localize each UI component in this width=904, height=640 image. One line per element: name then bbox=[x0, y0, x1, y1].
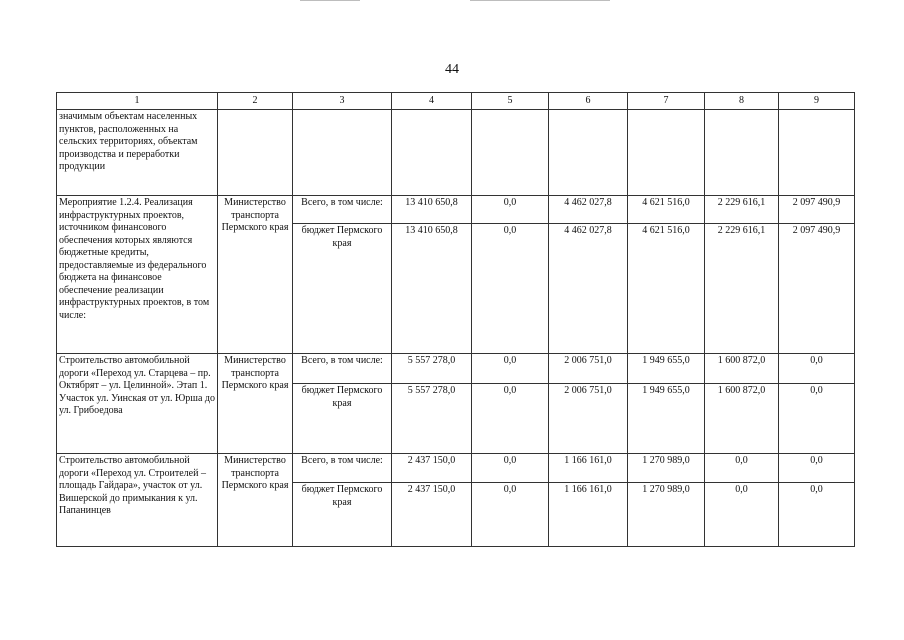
page-number: 44 bbox=[445, 62, 459, 77]
value-cell: 0,0 bbox=[705, 454, 779, 483]
executor: Министерство транспорта Пермского края bbox=[218, 196, 293, 354]
value-cell: 2 097 490,9 bbox=[779, 224, 855, 354]
value-cell: 13 410 650,8 bbox=[392, 224, 472, 354]
value-cell: 4 621 516,0 bbox=[628, 224, 705, 354]
value-cell: 0,0 bbox=[779, 384, 855, 454]
value-cell: 1 600 872,0 bbox=[705, 384, 779, 454]
value-cell: 0,0 bbox=[472, 224, 549, 354]
measure-name: Мероприятие 1.2.4. Реализация инфраструктурных проектов, источником финансового обеспечения которых являются бюджетные кредиты, предоставляемые из федерального бюджета на финансовое обеспечение реализации инфраструктурных проектов, в том числе: bbox=[57, 196, 218, 354]
column-header: 7 bbox=[628, 93, 705, 110]
measure-name: значимым объектам населенных пунктов, расположенных на сельских территориях, объектам производства и переработки продукции bbox=[57, 110, 218, 196]
value-cell: 2 006 751,0 bbox=[549, 384, 628, 454]
column-header: 1 bbox=[57, 93, 218, 110]
value-cell: 0,0 bbox=[472, 384, 549, 454]
column-header: 9 bbox=[779, 93, 855, 110]
value-cell: 2 437 150,0 bbox=[392, 454, 472, 483]
value-cell: 0,0 bbox=[472, 454, 549, 483]
value-cell: 0,0 bbox=[779, 483, 855, 547]
value-cell: 0,0 bbox=[705, 483, 779, 547]
value-cell: 4 621 516,0 bbox=[628, 196, 705, 224]
column-header: 8 bbox=[705, 93, 779, 110]
table-row bbox=[57, 454, 855, 483]
value-cell: 5 557 278,0 bbox=[392, 384, 472, 454]
column-header: 6 bbox=[549, 93, 628, 110]
value-cell: 1 270 989,0 bbox=[628, 483, 705, 547]
column-header: 3 bbox=[293, 93, 392, 110]
value-cell: 1 166 161,0 bbox=[549, 483, 628, 547]
value-cell: 1 600 872,0 bbox=[705, 354, 779, 384]
value-cell: 4 462 027,8 bbox=[549, 196, 628, 224]
executor: Министерство транспорта Пермского края bbox=[218, 354, 293, 454]
value-cell: 4 462 027,8 bbox=[549, 224, 628, 354]
value-cell: 5 557 278,0 bbox=[392, 354, 472, 384]
value-cell: 2 229 616,1 bbox=[705, 196, 779, 224]
funding-label: Всего, в том числе: bbox=[293, 354, 392, 384]
value-cell: 2 437 150,0 bbox=[392, 483, 472, 547]
column-header-row bbox=[57, 93, 855, 110]
value-cell: 2 006 751,0 bbox=[549, 354, 628, 384]
value-cell: 2 097 490,9 bbox=[779, 196, 855, 224]
value-cell: 0,0 bbox=[472, 196, 549, 224]
funding-label: бюджет Пермского края bbox=[293, 224, 392, 354]
value-cell: 1 166 161,0 bbox=[549, 454, 628, 483]
value-cell: 0,0 bbox=[472, 483, 549, 547]
scan-edge-mark bbox=[300, 0, 360, 1]
value-cell: 0,0 bbox=[472, 354, 549, 384]
executor: Министерство транспорта Пермского края bbox=[218, 454, 293, 547]
value-cell: 1 949 655,0 bbox=[628, 354, 705, 384]
funding-label: бюджет Пермского края bbox=[293, 483, 392, 547]
column-header: 5 bbox=[472, 93, 549, 110]
column-header: 2 bbox=[218, 93, 293, 110]
value-cell: 0,0 bbox=[779, 454, 855, 483]
column-header: 4 bbox=[392, 93, 472, 110]
funding-label: Всего, в том числе: bbox=[293, 454, 392, 483]
measure-name: Строительство автомобильной дороги «Переход ул. Строителей – площадь Гайдара», участок от ул. Вишерской до примыкания к ул. Папанинцев bbox=[57, 454, 218, 547]
table-row bbox=[57, 354, 855, 384]
budget-table bbox=[56, 92, 855, 547]
funding-label: бюджет Пермского края bbox=[293, 384, 392, 454]
value-cell: 0,0 bbox=[779, 354, 855, 384]
funding-label: Всего, в том числе: bbox=[293, 196, 392, 224]
value-cell: 2 229 616,1 bbox=[705, 224, 779, 354]
value-cell: 13 410 650,8 bbox=[392, 196, 472, 224]
value-cell: 1 270 989,0 bbox=[628, 454, 705, 483]
value-cell: 1 949 655,0 bbox=[628, 384, 705, 454]
table-row bbox=[57, 196, 855, 224]
scan-edge-mark bbox=[470, 0, 610, 1]
table-row bbox=[57, 110, 855, 196]
measure-name: Строительство автомобильной дороги «Переход ул. Старцева – пр. Октябрят – ул. Целинной». Этап 1. Участок ул. Уинская от ул. Юрша до ул. Грибоедова bbox=[57, 354, 218, 454]
